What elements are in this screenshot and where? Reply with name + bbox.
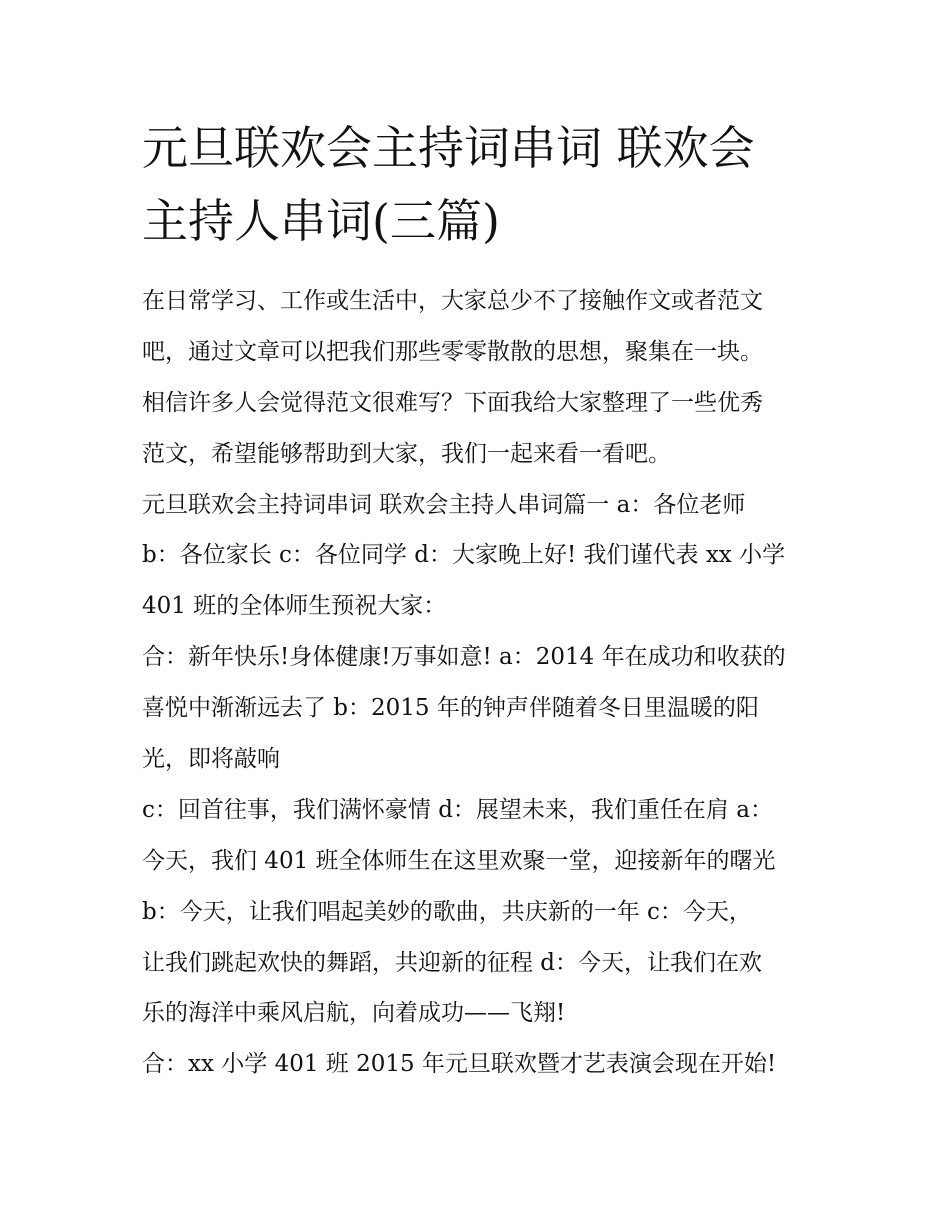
body-line: 元旦联欢会主持词串词 联欢会主持人串词篇一 a：各位老师 <box>142 491 746 518</box>
body-line: 乐的海洋中乘风启航，向着成功——飞翔! <box>142 1000 566 1027</box>
body-line: b：今天，让我们唱起美妙的歌曲，共庆新的一年 c：今天， <box>142 898 752 925</box>
body-line: 在日常学习、工作或生活中，大家总少不了接触作文或者范文 <box>142 288 763 314</box>
body-line: 吧，通过文章可以把我们那些零零散散的思想，聚集在一块。 <box>142 338 763 365</box>
body-line: 合：xx 小学 401 班 2015 年元旦联欢暨才艺表演会现在开始! <box>142 1051 777 1078</box>
document-title <box>142 112 822 258</box>
body-line: 喜悦中渐渐远去了 b：2015 年的钟声伴随着冬日里温暖的阳 <box>142 695 759 722</box>
body-line: 今天，我们 401 班全体师生在这里欢聚一堂，迎接新年的曙光 <box>142 847 776 874</box>
title-line: 主持人串词(三篇) <box>142 194 500 248</box>
body-line: c：回首往事，我们满怀豪情 d：展望未来，我们重任在肩 a： <box>142 796 773 823</box>
document-body <box>142 276 832 1090</box>
body-line: 合：新年快乐!身体健康!万事如意! a：2014 年在成功和收获的 <box>142 644 786 671</box>
body-line: 相信许多人会觉得范文很难写？下面我给大家整理了一些优秀 <box>142 389 763 416</box>
body-line: 光，即将敲响 <box>142 746 280 773</box>
body-line: 让我们跳起欢快的舞蹈，共迎新的征程 d：今天，让我们在欢 <box>142 949 763 976</box>
body-line: 范文，希望能够帮助到大家，我们一起来看一看吧。 <box>142 440 671 467</box>
body-line: 401 班的全体师生预祝大家： <box>142 593 447 620</box>
body-line: b：各位家长 c：各位同学 d：大家晚上好! 我们谨代表 xx 小学 <box>142 542 786 569</box>
title-line: 元旦联欢会主持词串词 联欢会 <box>142 121 755 175</box>
